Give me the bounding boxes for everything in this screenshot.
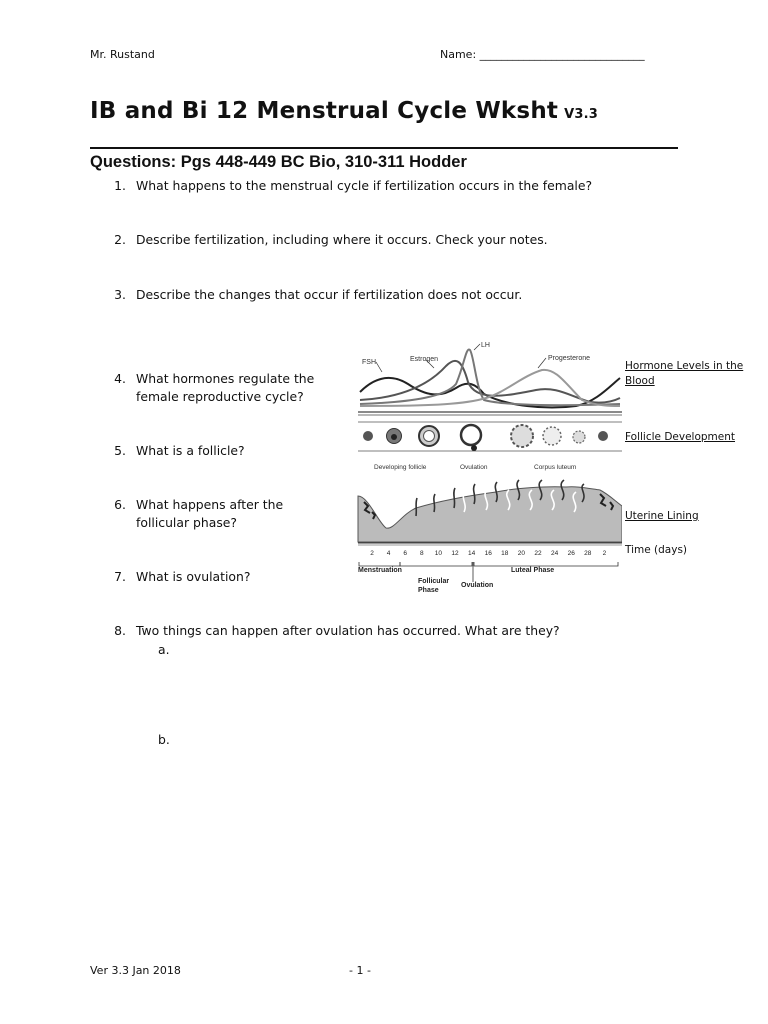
footer-version: Ver 3.3 Jan 2018 xyxy=(90,964,181,977)
title-main: IB and Bi 12 Menstrual Cycle Wksht xyxy=(90,98,559,124)
developing-follicle-caption: Developing follicle xyxy=(374,464,427,471)
corpus-luteum-caption: Corpus luteum xyxy=(534,464,577,471)
title-divider xyxy=(90,147,678,149)
question-number: 4. xyxy=(114,371,126,386)
ovulation-follicle xyxy=(461,425,481,445)
lh-label: LH xyxy=(481,342,490,349)
question-number: 1. xyxy=(114,178,126,193)
day-tick-label: 24 xyxy=(550,550,559,557)
day-tick-label: 4 xyxy=(386,550,391,557)
day-tick-label: 2 xyxy=(370,550,374,557)
day-tick-label: 14 xyxy=(467,550,476,557)
menstrual-cycle-diagram xyxy=(356,336,622,598)
question-number: 5. xyxy=(114,443,126,458)
question-number: 8. xyxy=(114,623,126,638)
new-follicle xyxy=(598,431,608,441)
day-tick-label: 6 xyxy=(403,550,408,557)
follicle-development-label: Follicle Development xyxy=(625,431,736,443)
question-text: Describe the changes that occur if fertilization does not occur. xyxy=(136,287,523,302)
ovulation-caption: Ovulation xyxy=(460,464,488,471)
phase-brackets xyxy=(358,562,618,594)
day-tick-label: 16 xyxy=(484,550,492,557)
luteal-phase-label: Luteal Phase xyxy=(511,567,555,574)
day-axis xyxy=(358,545,622,557)
subpart-a: a. xyxy=(158,642,170,657)
question-text: Describe fertilization, including where it occurs. Check your notes. xyxy=(136,232,548,247)
question-text: Two things can happen after ovulation has occurred. What are they? xyxy=(136,623,560,638)
question-text: What happens to the menstrual cycle if fertilization occurs in the female? xyxy=(136,178,593,193)
question-text: What is ovulation? xyxy=(136,569,251,584)
day-tick-label: 12 xyxy=(451,550,459,557)
uterine-lining xyxy=(358,480,622,543)
question-number: 3. xyxy=(114,287,126,302)
day-tick-label: 2 xyxy=(602,550,607,557)
hormone-levels-label-line2: Blood xyxy=(625,375,655,387)
time-days-label: Time (days) xyxy=(625,544,688,556)
menstruation-label: Menstruation xyxy=(358,567,402,574)
day-tick-label: 20 xyxy=(517,550,526,557)
hormone-graph xyxy=(358,342,622,415)
page-title xyxy=(90,98,598,124)
questions-heading: Questions: Pgs 448-449 BC Bio, 310-311 Hodder xyxy=(90,153,467,171)
progesterone-label: Progesterone xyxy=(548,355,591,362)
day-tick-label: 26 xyxy=(567,550,575,557)
day-tick-label: 22 xyxy=(534,550,542,557)
question-text-line2: female reproductive cycle? xyxy=(136,389,304,404)
day-tick-label: 18 xyxy=(501,550,509,557)
day-tick-label: 8 xyxy=(419,550,424,557)
follicular-label-2: Phase xyxy=(418,587,439,594)
question-number: 2. xyxy=(114,232,126,247)
student-name-field[interactable]: Name: ______________________________ xyxy=(440,48,645,61)
question-number: 6. xyxy=(114,497,126,512)
fsh-curve xyxy=(360,378,620,408)
title-version: V3.3 xyxy=(564,107,598,122)
follicle-development xyxy=(358,422,622,471)
estrogen-label: Estrogen xyxy=(410,356,439,363)
question-text: What is a follicle? xyxy=(136,443,245,458)
hormone-levels-label-line1: Hormone Levels in the xyxy=(625,360,744,372)
uterine-lining-label: Uterine Lining xyxy=(625,510,699,522)
day-tick-label: 28 xyxy=(584,550,592,557)
day-tick-label: 10 xyxy=(434,550,443,557)
corpus-luteum-1 xyxy=(511,425,533,447)
page-number: - 1 - xyxy=(349,964,371,977)
question-text: What happens after the xyxy=(136,497,284,512)
follicle-stage-1 xyxy=(363,431,373,441)
corpus-luteum-2 xyxy=(543,427,561,445)
question-text: What hormones regulate the xyxy=(136,371,315,386)
corpus-luteum-3 xyxy=(573,431,585,443)
ovulation-phase-label: Ovulation xyxy=(461,582,494,589)
follicular-label-1: Follicular xyxy=(418,578,450,585)
teacher-name: Mr. Rustand xyxy=(90,48,155,61)
hormone-levels-label xyxy=(625,359,743,389)
question-number: 7. xyxy=(114,569,126,584)
fsh-label: FSH xyxy=(362,359,376,366)
subpart-b: b. xyxy=(158,732,170,747)
question-text-line2: follicular phase? xyxy=(136,515,237,530)
